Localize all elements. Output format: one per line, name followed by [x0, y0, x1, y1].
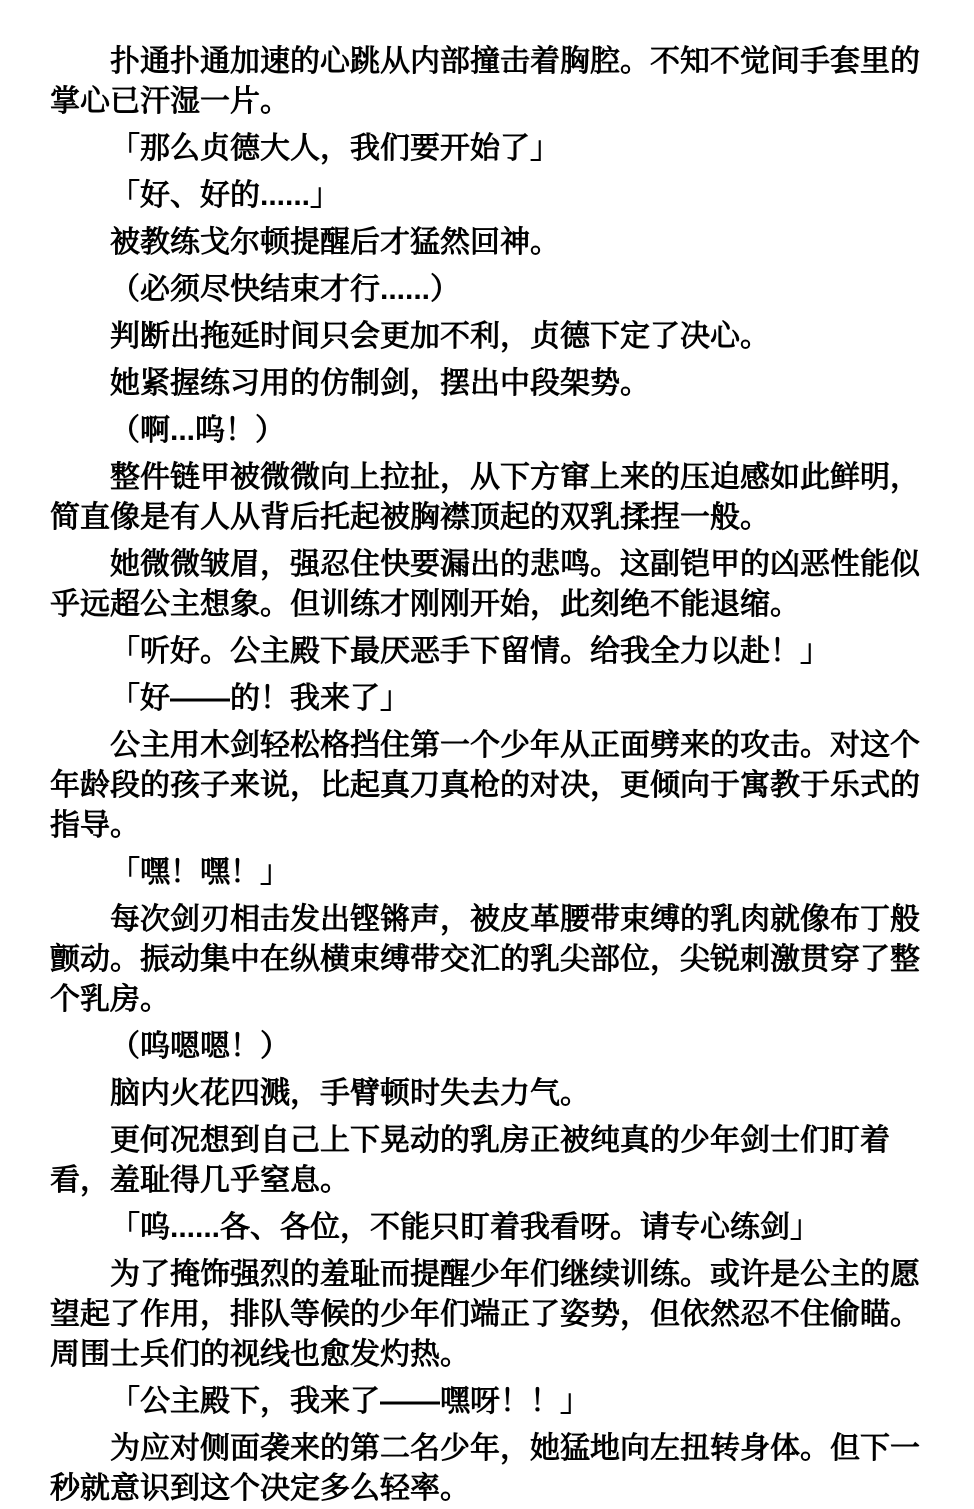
paragraph-7: 她紧握练习用的仿制剑，摆出中段架势。: [110, 367, 650, 400]
paragraph-8: （啊...呜！）: [110, 414, 286, 447]
paragraph-19: 「呜......各、各位，不能只盯着我看呀。请专心练剑」: [110, 1211, 821, 1244]
paragraph-21: 「公主殿下，我来了——嘿呀！！」: [110, 1385, 590, 1418]
paragraph-14: 「嘿！嘿！」: [110, 856, 290, 889]
paragraph-15: 每次剑刃相击发出铿锵声，被皮革腰带束缚的乳肉就像布丁般颤动。振动集中在纵横束缚带交汇的乳尖部位，尖锐刺激贯穿了整个乳房。: [50, 903, 920, 1016]
paragraph-11: 「听好。公主殿下最厌恶手下留情。给我全力以赴！」: [110, 635, 830, 668]
paragraph-10: 她微微皱眉，强忍住快要漏出的悲鸣。这副铠甲的凶恶性能似乎远超公主想象。但训练才刚刚开始，此刻绝不能退缩。: [50, 548, 920, 621]
paragraph-12: 「好——的！我来了」: [110, 682, 410, 715]
paragraph-17: 脑内火花四溅，手臂顿时失去力气。: [110, 1077, 590, 1110]
paragraph-2: 「那么贞德大人，我们要开始了」: [110, 132, 560, 165]
paragraph-16: （呜嗯嗯！）: [110, 1030, 290, 1063]
paragraph-20: 为了掩饰强烈的羞耻而提醒少年们继续训练。或许是公主的愿望起了作用，排队等候的少年们端正了姿势，但依然忍不住偷瞄。周围士兵们的视线也愈发灼热。: [50, 1258, 920, 1371]
paragraph-1: 扑通扑通加速的心跳从内部撞击着胸腔。不知不觉间手套里的掌心已汗湿一片。: [50, 45, 920, 118]
paragraph-13: 公主用木剑轻松格挡住第一个少年从正面劈来的攻击。对这个年龄段的孩子来说，比起真刀真枪的对决，更倾向于寓教于乐式的指导。: [50, 729, 920, 842]
paragraph-3: 「好、好的......」: [110, 179, 341, 212]
paragraph-9: 整件链甲被微微向上拉扯，从下方窜上来的压迫感如此鲜明，简直像是有人从背后托起被胸襟顶起的双乳揉捏一般。: [50, 461, 920, 534]
paragraph-22: 为应对侧面袭来的第二名少年，她猛地向左扭转身体。但下一秒就意识到这个决定多么轻率。: [50, 1432, 920, 1505]
paragraph-6: 判断出拖延时间只会更加不利，贞德下定了决心。: [110, 320, 770, 353]
text-content: [50, 42, 922, 1509]
paragraph-5: （必须尽快结束才行......）: [110, 273, 461, 306]
paragraph-18: 更何况想到自己上下晃动的乳房正被纯真的少年剑士们盯着看，羞耻得几乎窒息。: [50, 1124, 890, 1197]
paragraph-4: 被教练戈尔顿提醒后才猛然回神。: [110, 226, 560, 259]
